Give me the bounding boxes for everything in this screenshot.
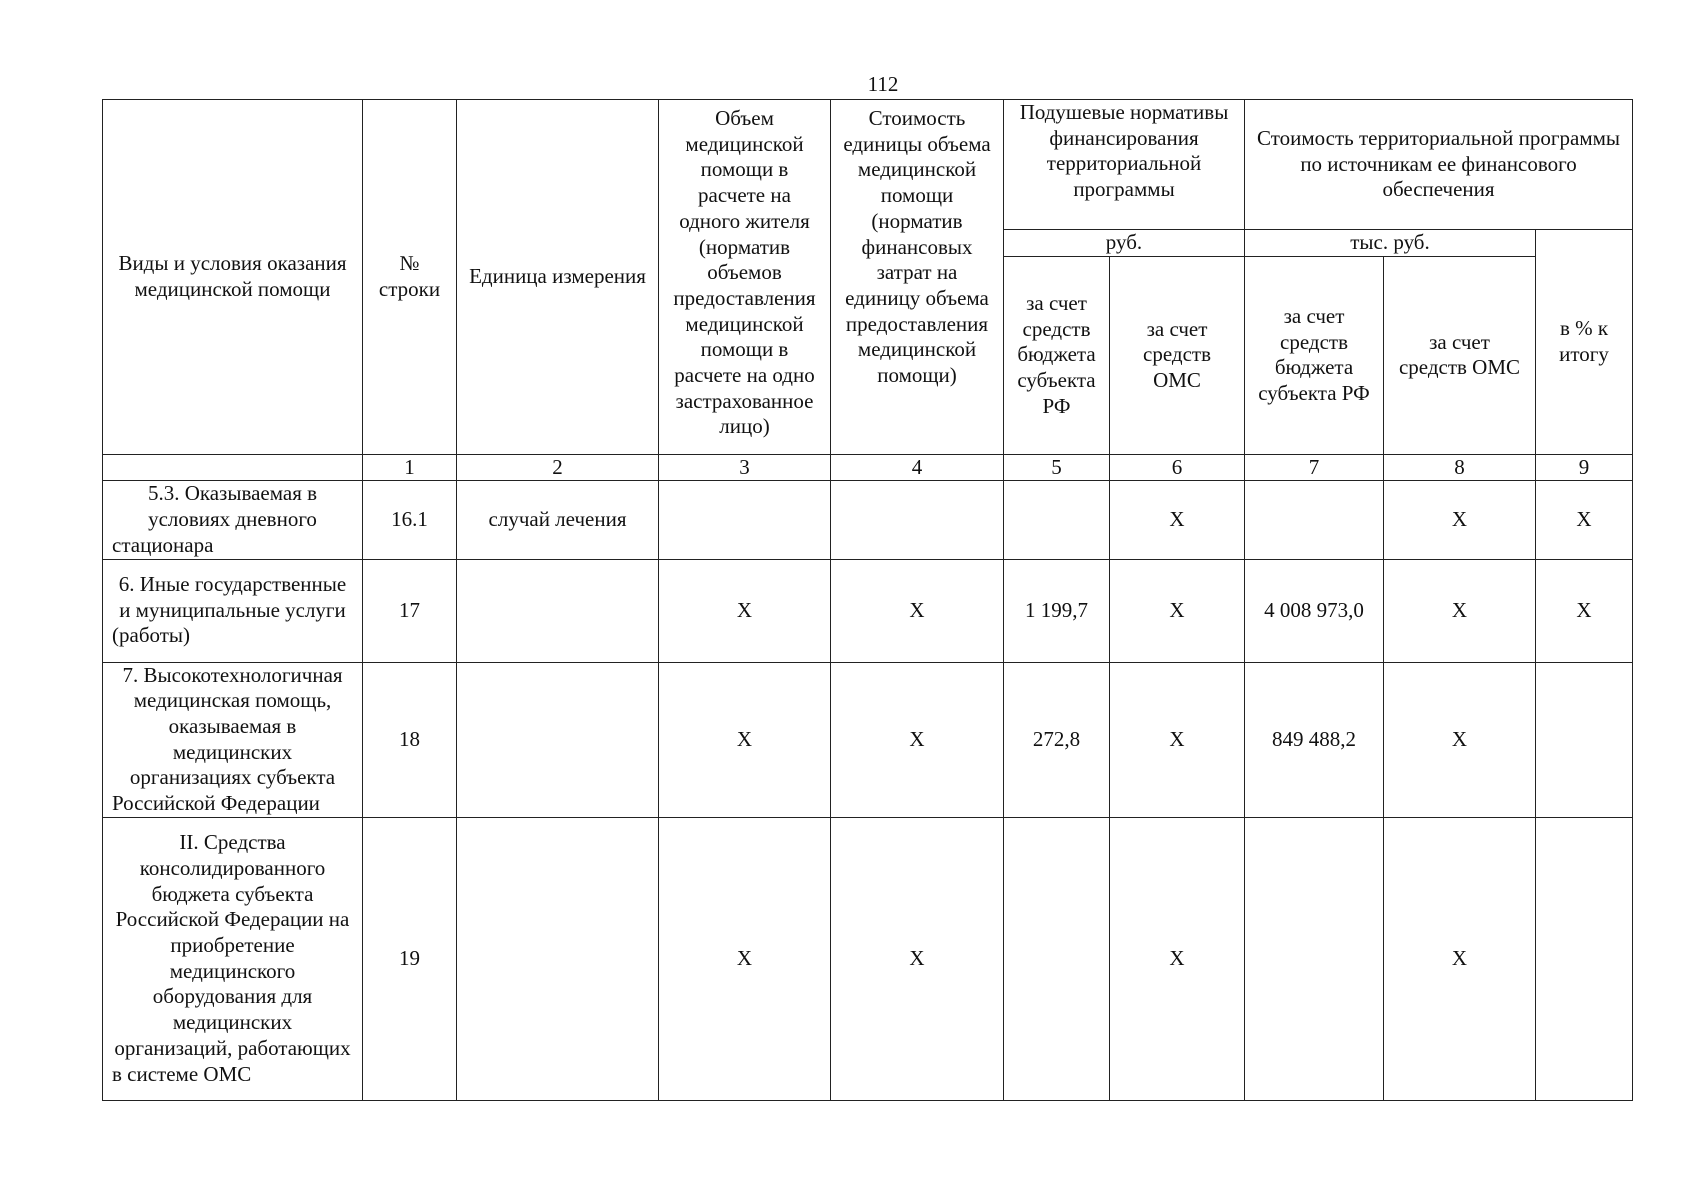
page-number: 112 xyxy=(867,72,899,96)
row-cell: 17 xyxy=(363,559,457,662)
header-budget-thousand-rub: за счет средств бюджета субъекта РФ xyxy=(1245,256,1384,454)
header-program-cost-group: Стоимость территориальной программы по источникам ее финансового обеспечения xyxy=(1245,100,1633,230)
header-cost: Стоимость единицы объема медицинской помощи (норматив финансовых затрат на единицу объема предоставления медицинской помощи) xyxy=(831,100,1004,455)
table-row xyxy=(103,559,1633,662)
row-cell: Х xyxy=(1110,817,1245,1100)
row-label: 7. Высокотехнологичная медицинская помощь, оказываемая в медицинских организациях субъекта Российской Федерации xyxy=(103,662,363,817)
row-cell: Х xyxy=(1384,559,1536,662)
header-row-number: № строки xyxy=(363,100,457,455)
cost-table xyxy=(102,99,1633,1101)
row-cell xyxy=(1536,662,1633,817)
header-unit-rub: руб. xyxy=(1004,230,1245,257)
column-number: 2 xyxy=(457,454,659,481)
row-cell: Х xyxy=(1110,559,1245,662)
table-row xyxy=(103,817,1633,1100)
row-cell xyxy=(1245,817,1384,1100)
row-cell xyxy=(1536,817,1633,1100)
column-number: 6 xyxy=(1110,454,1245,481)
header-volume: Объем медицинской помощи в расчете на одного жителя (норматив объемов предоставления медицинской помощи в расчете на одно застрахованное лицо) xyxy=(659,100,831,455)
row-cell: Х xyxy=(659,817,831,1100)
row-cell xyxy=(1245,481,1384,559)
row-cell: 4 008 973,0 xyxy=(1245,559,1384,662)
column-number xyxy=(103,454,363,481)
header-unit: Единица измерения xyxy=(457,100,659,455)
row-cell: 849 488,2 xyxy=(1245,662,1384,817)
header-per-capita-group: Подушевые нормативы финансирования территориальной программы xyxy=(1004,100,1245,230)
column-number: 1 xyxy=(363,454,457,481)
header-percent: в % к итогу xyxy=(1536,230,1633,455)
row-cell: 19 xyxy=(363,817,457,1100)
header-oms-thousand-rub: за счет средств ОМС xyxy=(1384,256,1536,454)
row-cell: 272,8 xyxy=(1004,662,1110,817)
table-row xyxy=(103,481,1633,559)
row-cell xyxy=(1004,817,1110,1100)
row-cell: случай лечения xyxy=(457,481,659,559)
row-cell: Х xyxy=(831,662,1004,817)
column-number: 4 xyxy=(831,454,1004,481)
row-cell xyxy=(831,481,1004,559)
row-cell: Х xyxy=(1110,481,1245,559)
row-cell: Х xyxy=(1110,662,1245,817)
row-cell xyxy=(1004,481,1110,559)
column-number: 7 xyxy=(1245,454,1384,481)
row-label: 5.3. Оказываемая в условиях дневного стационара xyxy=(103,481,363,559)
row-cell: Х xyxy=(1384,817,1536,1100)
column-number-row xyxy=(103,454,1633,481)
header-kind: Виды и условия оказания медицинской помощи xyxy=(103,100,363,455)
row-label: 6. Иные государственные и муниципальные услуги (работы) xyxy=(103,559,363,662)
row-cell: Х xyxy=(831,817,1004,1100)
row-cell: 18 xyxy=(363,662,457,817)
header-oms-rub: за счет средств ОМС xyxy=(1110,256,1245,454)
row-cell: 16.1 xyxy=(363,481,457,559)
header-budget-rub: за счет средств бюджета субъекта РФ xyxy=(1004,256,1110,454)
row-label: II. Средства консолидированного бюджета субъекта Российской Федерации на приобретение медицинского оборудования для медицинских организаций, работающих в системе ОМС xyxy=(103,817,363,1100)
row-cell: 1 199,7 xyxy=(1004,559,1110,662)
column-number: 8 xyxy=(1384,454,1536,481)
row-cell xyxy=(659,481,831,559)
row-cell: Х xyxy=(1536,481,1633,559)
row-cell: Х xyxy=(1384,662,1536,817)
row-cell: Х xyxy=(1536,559,1633,662)
row-cell xyxy=(457,559,659,662)
row-cell xyxy=(457,662,659,817)
row-cell: Х xyxy=(1384,481,1536,559)
row-cell: Х xyxy=(659,662,831,817)
column-number: 9 xyxy=(1536,454,1633,481)
table-row xyxy=(103,662,1633,817)
header-unit-thousand-rub: тыс. руб. xyxy=(1245,230,1536,257)
column-number: 5 xyxy=(1004,454,1110,481)
row-cell xyxy=(457,817,659,1100)
row-cell: Х xyxy=(831,559,1004,662)
column-number: 3 xyxy=(659,454,831,481)
row-cell: Х xyxy=(659,559,831,662)
